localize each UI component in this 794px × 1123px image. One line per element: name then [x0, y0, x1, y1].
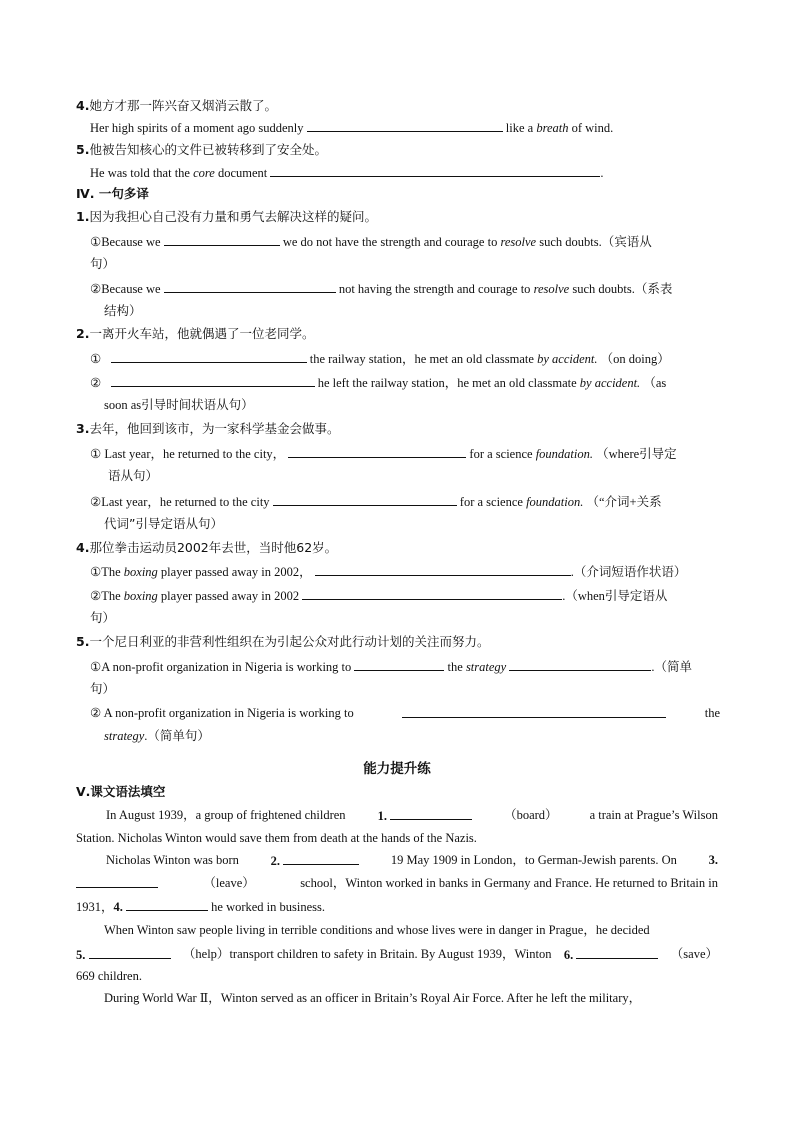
- iv-q2-a-blank[interactable]: [111, 349, 307, 363]
- v-line-8: 669 children.: [76, 969, 142, 983]
- iv-q4-b-cont: 句）: [90, 610, 116, 625]
- iv-q2-b: ② he left the railway station，he met an old classmate by accident. （as: [90, 373, 666, 392]
- iv-q2-chinese: 2.一离开火车站，他就偶遇了一位老同学。: [76, 326, 315, 341]
- iv-q4-chinese: 4.那位拳击运动员2002年去世，当时他62岁。: [76, 540, 338, 555]
- blank-4[interactable]: [126, 897, 208, 911]
- iv-q5-b-blank[interactable]: [402, 704, 666, 718]
- iv-q5-a: ①A non-profit organization in Nigeria is working to the strategy .（简单: [90, 657, 692, 676]
- v-line-6: When Winton saw people living in terrible conditions and whose lives were in danger in Prague，he decided: [104, 923, 650, 937]
- v-line-5: 1931，4. he worked in business.: [76, 897, 325, 916]
- iv-q1-b-cont: 结构）: [104, 303, 142, 318]
- blank-3[interactable]: [76, 874, 158, 888]
- blank-5[interactable]: [89, 945, 171, 959]
- iv-q3-b-blank[interactable]: [273, 492, 457, 506]
- q4-blank[interactable]: [307, 118, 503, 132]
- q4-chinese: 4.她方才那一阵兴奋又烟消云散了。: [76, 98, 277, 113]
- iv-q4-b-blank[interactable]: [302, 586, 562, 600]
- iv-q4-a: ①The boxing player passed away in 2002， .（介词短语作状语）: [90, 562, 686, 581]
- q5-english: He was told that the core document .: [90, 163, 604, 182]
- v-line-1: In August 1939，a group of frightened children 1. （board） a train at Prague’s Wilson: [106, 808, 718, 823]
- iv-q3-a-cont: 语从句）: [108, 468, 159, 483]
- iv-q5-a-blank1[interactable]: [354, 657, 444, 671]
- section-v-heading: Ⅴ.课文语法填空: [76, 784, 166, 799]
- v-line-9: During World War Ⅱ，Winton served as an officer in Britain’s Royal Air Force. After he left the military，: [104, 991, 642, 1005]
- iv-q5-b: ② A non-profit organization in Nigeria is working to the: [90, 706, 720, 720]
- blank-2[interactable]: [283, 851, 359, 865]
- blank-1[interactable]: [390, 806, 472, 820]
- iv-q2-b-cont: soon as引导时间状语从句）: [104, 398, 254, 412]
- v-line-2: Station. Nicholas Winton would save them from death at the hands of the Nazis.: [76, 831, 477, 845]
- iv-q1-b: ②Because we not having the strength and courage to resolve such doubts.（系表: [90, 279, 672, 298]
- iv-q2-b-blank[interactable]: [111, 373, 315, 387]
- iv-q3-b: ②Last year，he returned to the city for a science foundation. （“介词+关系: [90, 492, 662, 511]
- iv-q4-b: ②The boxing player passed away in 2002 .（when引导定语从: [90, 586, 667, 605]
- section-iv-heading: Ⅳ. 一句多译: [76, 186, 149, 201]
- v-line-7: 5. （help）transport children to safety in Britain. By August 1939，Winton 6. （save）: [76, 947, 718, 962]
- iv-q1-a-blank[interactable]: [164, 232, 280, 246]
- iv-q4-a-blank[interactable]: [315, 562, 571, 576]
- iv-q3-a: ① Last year，he returned to the city， for a science foundation. （where引导定: [90, 444, 677, 463]
- iv-q3-a-blank[interactable]: [288, 444, 466, 458]
- iv-q1-b-blank[interactable]: [164, 279, 336, 293]
- q5-chinese: 5.他被告知核心的文件已被转移到了安全处。: [76, 142, 327, 157]
- iv-q3-chinese: 3.去年，他回到该市，为一家科学基金会做事。: [76, 421, 340, 436]
- q4-english: Her high spirits of a moment ago suddenly like a breath of wind.: [90, 118, 613, 137]
- iv-q1-a: ①Because we we do not have the strength and courage to resolve such doubts.（宾语从: [90, 232, 652, 251]
- section-title: 能力提升练: [363, 761, 431, 777]
- iv-q1-chinese: 1.因为我担心自己没有力量和勇气去解决这样的疑问。: [76, 209, 377, 224]
- v-line-4: （leave） school，Winton worked in banks in Germany and France. He returned to Britain in: [76, 874, 718, 892]
- iv-q5-b-cont: strategy.（简单句）: [104, 729, 210, 743]
- iv-q5-a-cont: 句）: [90, 681, 116, 696]
- q5-blank[interactable]: [270, 163, 600, 177]
- v-line-3: Nicholas Winton was born 2. 19 May 1909 in London，to German-Jewish parents. On 3.: [106, 853, 718, 868]
- iv-q5-chinese: 5.一个尼日利亚的非营利性组织在为引起公众对此行动计划的关注而努力。: [76, 634, 490, 649]
- iv-q2-a: ① the railway station，he met an old classmate by accident. （on doing）: [90, 349, 670, 368]
- iv-q1-a-cont: 句）: [90, 256, 116, 271]
- iv-q5-a-blank2[interactable]: [509, 657, 651, 671]
- iv-q3-b-cont: 代词”引导定语从句）: [104, 516, 223, 531]
- blank-6[interactable]: [576, 945, 658, 959]
